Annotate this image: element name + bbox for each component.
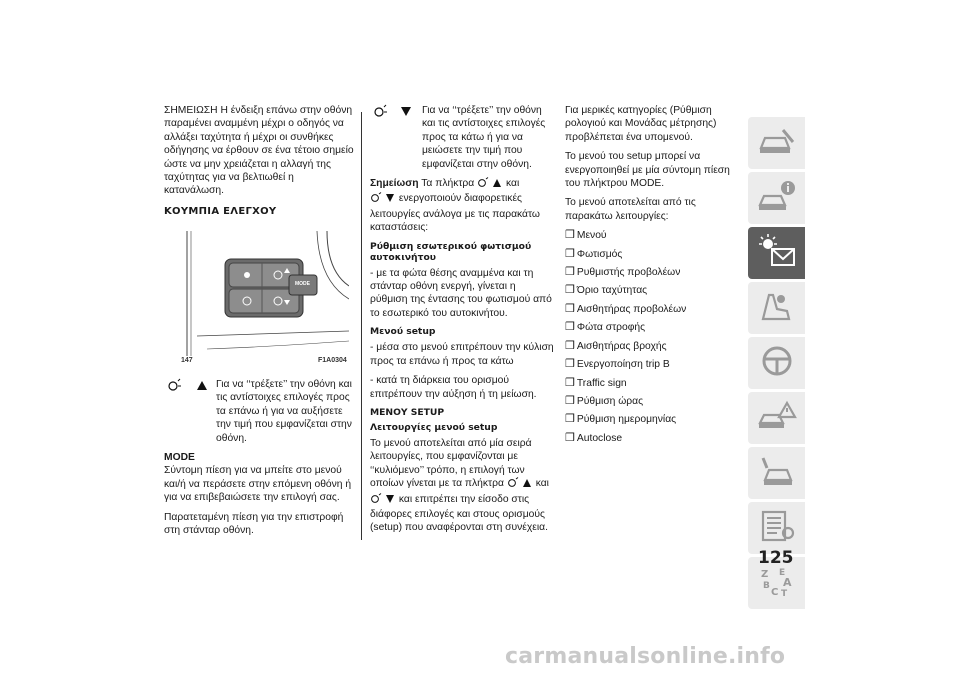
checkbox-icon: ❒ xyxy=(565,247,575,260)
activation-paragraph: Το μενού του setup μπορεί να ενεργοποιηθεί με μία σύντομη πίεση του πλήκτρου MODE. xyxy=(565,151,730,190)
subheading-interior-lighting: Ρύθμιση εσωτερικού φωτισμού αυτοκινήτου xyxy=(370,240,532,263)
list-item-label: Όριο ταχύτητας xyxy=(576,285,648,297)
list-item-label: Μενού xyxy=(576,230,607,242)
section-heading-control-buttons: ΚΟΥΜΠΙΑ ΕΛΕΓΧΟΥ xyxy=(164,205,277,217)
column-3 xyxy=(565,104,745,450)
list-item xyxy=(565,266,745,279)
mode-label: MODE xyxy=(164,452,195,464)
checkbox-icon: ❒ xyxy=(565,431,575,444)
list-item xyxy=(565,229,745,242)
list-item xyxy=(565,340,745,353)
setup-menu-text-2: - κατά τη διάρκεια του ορισμού επιτρέπουν την αύξηση ή τη μείωση. xyxy=(370,375,537,400)
checkbox-icon: ❒ xyxy=(565,229,575,242)
chapter-tabs xyxy=(748,117,805,612)
car-tool-icon xyxy=(757,124,797,163)
car-driver-icon xyxy=(757,289,797,328)
tab-warning-lights[interactable] xyxy=(748,227,805,279)
column-2 xyxy=(370,104,555,541)
mode-key-label: MODE xyxy=(295,281,310,287)
setup-functions-mid-text: και xyxy=(535,478,549,490)
brightness-down-icon xyxy=(370,104,414,122)
brightness-up-inline-icon-2 xyxy=(507,477,533,492)
list-item xyxy=(565,303,745,316)
checkbox-icon: ❒ xyxy=(565,266,575,279)
list-item xyxy=(565,358,745,371)
car-info-icon xyxy=(757,179,797,218)
list-item-label: Φωτισμός xyxy=(576,248,623,260)
checkbox-icon: ❒ xyxy=(565,284,575,297)
column-divider xyxy=(361,112,362,540)
functions-list xyxy=(565,229,745,445)
subheading-setup-menu: Μενού setup xyxy=(370,326,436,338)
down-button-description xyxy=(370,104,555,171)
list-item xyxy=(565,248,745,261)
tab-driver[interactable] xyxy=(748,282,805,334)
brightness-up-inline-icon xyxy=(477,177,503,192)
up-button-text: Για να ‘‘τρέξετε’’ την οθόνη και τις αντίστοιχες επιλογές προς τα επάνω ή για να αυξήσετε την τιμή που εμφανίζεται στην οθόνη. xyxy=(216,379,352,444)
steering-wheel-icon xyxy=(757,344,797,383)
down-button-text: Για να ‘‘τρέξετε’’ την οθόνη και τις αντίστοιχες επιλογές προς τα κάτω ή για να μειώσετε την τιμή που εμφανίζεται στην οθόνη. xyxy=(422,105,546,170)
car-breakdown-icon xyxy=(757,399,797,438)
checkbox-icon: ❒ xyxy=(565,302,575,315)
tab-car-tool[interactable] xyxy=(748,117,805,169)
list-item-label: Αισθητήρας προβολέων xyxy=(576,303,687,315)
checkbox-icon: ❒ xyxy=(565,394,575,407)
tab-car-info[interactable] xyxy=(748,172,805,224)
svg-text:A: A xyxy=(782,575,792,589)
list-item xyxy=(565,377,745,390)
note-label: Σημείωση xyxy=(370,178,419,190)
list-item xyxy=(565,432,745,445)
list-item-label: Ρύθμιση ώρας xyxy=(576,395,644,407)
list-item-label: Φώτα στροφής xyxy=(576,322,646,334)
checkbox-icon: ❒ xyxy=(565,413,575,426)
list-item-label: Traffic sign xyxy=(576,377,627,389)
brightness-down-inline-icon xyxy=(370,192,396,207)
list-item-label: Autoclose xyxy=(576,432,623,444)
specifications-list-icon xyxy=(757,509,797,548)
functions-intro-paragraph: Το μενού αποτελείται από τις παρακάτω λειτουργίες: xyxy=(565,197,696,222)
figure-number: 147 xyxy=(181,357,193,364)
mode-short-press-text: Σύντομη πίεση για να μπείτε στο μενού και/ή να περάσετε στην επόμενη οθόνη ή για να επιβεβαιώσετε την επιλογή σας. xyxy=(164,465,352,504)
svg-text:B: B xyxy=(762,580,770,591)
list-item xyxy=(565,413,745,426)
list-item-label: Ρύθμιση ημερομηνίας xyxy=(576,414,677,426)
list-item-label: Αισθητήρας βροχής xyxy=(576,340,667,352)
submenu-paragraph: Για μερικές κατηγορίες (Ρύθμιση ρολογιού και Μονάδας μέτρησης) προβλέπεται ένα υπομενού. xyxy=(565,105,717,143)
figure-code: F1A0304 xyxy=(318,357,347,364)
brightness-down-inline-icon-2 xyxy=(370,493,396,508)
mode-long-press-text: Παρατεταμένη πίεση για την επιστροφή στη στάνταρ οθόνη. xyxy=(164,511,344,537)
list-item xyxy=(565,395,745,408)
note-pre-text: Τα πλήκτρα xyxy=(421,178,475,190)
list-item xyxy=(565,321,745,334)
up-button-description xyxy=(164,378,354,445)
svg-text:T: T xyxy=(780,588,787,598)
list-item xyxy=(565,284,745,297)
tab-maintenance[interactable] xyxy=(748,447,805,499)
svg-text:E: E xyxy=(778,567,785,578)
note-post-text: ενεργοποιούν διαφορετικές λειτουργίες ανάλογα με τις παρακάτω καταστάσεις: xyxy=(370,193,540,234)
list-item-label: Ρυθμιστής προβολέων xyxy=(576,267,681,279)
brightness-up-icon xyxy=(164,378,208,396)
tab-breakdown[interactable] xyxy=(748,392,805,444)
watermark: carmanualsonline.info xyxy=(505,644,786,669)
checkbox-icon: ❒ xyxy=(565,358,575,371)
setup-menu-text-1: - μέσα στο μενού επιτρέπουν την κύλιση προς τα επάνω ή προς τα κάτω xyxy=(370,342,554,367)
checkbox-icon: ❒ xyxy=(565,376,575,389)
interior-lighting-text: - με τα φώτα θέσης αναμμένα και τη στάνταρ οθόνη ενεργή, γίνεται η ρύθμιση της έντασης του φωτισμού από το εσωτερικό του αυτοκινήτου. xyxy=(370,267,552,319)
list-item-label: Ενεργοποίηση trip B xyxy=(576,359,670,371)
svg-text:C: C xyxy=(770,586,778,598)
alphabet-index-icon xyxy=(757,564,797,603)
control-buttons-figure xyxy=(177,231,349,356)
note-mid-text: και xyxy=(505,178,520,190)
checkbox-icon: ❒ xyxy=(565,321,575,334)
column-1 xyxy=(164,104,354,228)
note-paragraph: ΣΗΜΕΙΩΣΗ Η ένδειξη επάνω στην οθόνη παραμένει αναμμένη μέχρι ο οδηγός να αλλάξει ταχύτητα ή μέχρι οι συνθήκες οδήγησης να έρθουν σε ένα τέτοιο σημείο ώστε να μην χρειάζεται η αλλαγή της ταχύτητας για να βελτιωθεί η κατανάλωση. xyxy=(164,105,354,197)
setup-functions-post-text: και επιτρέπει την είσοδο στις διάφορες επιλογές και στους ορισμούς (setup) που αναφέρονται στη συνέχεια. xyxy=(370,493,548,534)
setup-functions-paragraph xyxy=(370,437,555,535)
maintenance-car-icon xyxy=(757,454,797,493)
setup-functions-pre-text: Το μενού αποτελείται από μία σειρά λειτουργίες, που εμφανίζονται με ‘‘κυλιόμενο’’ τρόπο, η επιλογή των οποίων γίνεται με τα πλήκτρα xyxy=(370,437,532,490)
subheading-setup-functions: Λειτουργίες μενού setup xyxy=(370,421,498,433)
tab-specifications[interactable] xyxy=(748,502,805,554)
warning-light-envelope-icon xyxy=(756,233,798,274)
column-1-lower xyxy=(164,378,354,543)
checkbox-icon: ❒ xyxy=(565,339,575,352)
tab-steering-wheel[interactable] xyxy=(748,337,805,389)
subheading-menu-setup: ΜΕΝΟΥ SETUP xyxy=(370,406,445,418)
note-buttons-paragraph xyxy=(370,177,555,235)
svg-text:Z: Z xyxy=(760,568,768,580)
page-number: 125 xyxy=(758,548,794,568)
